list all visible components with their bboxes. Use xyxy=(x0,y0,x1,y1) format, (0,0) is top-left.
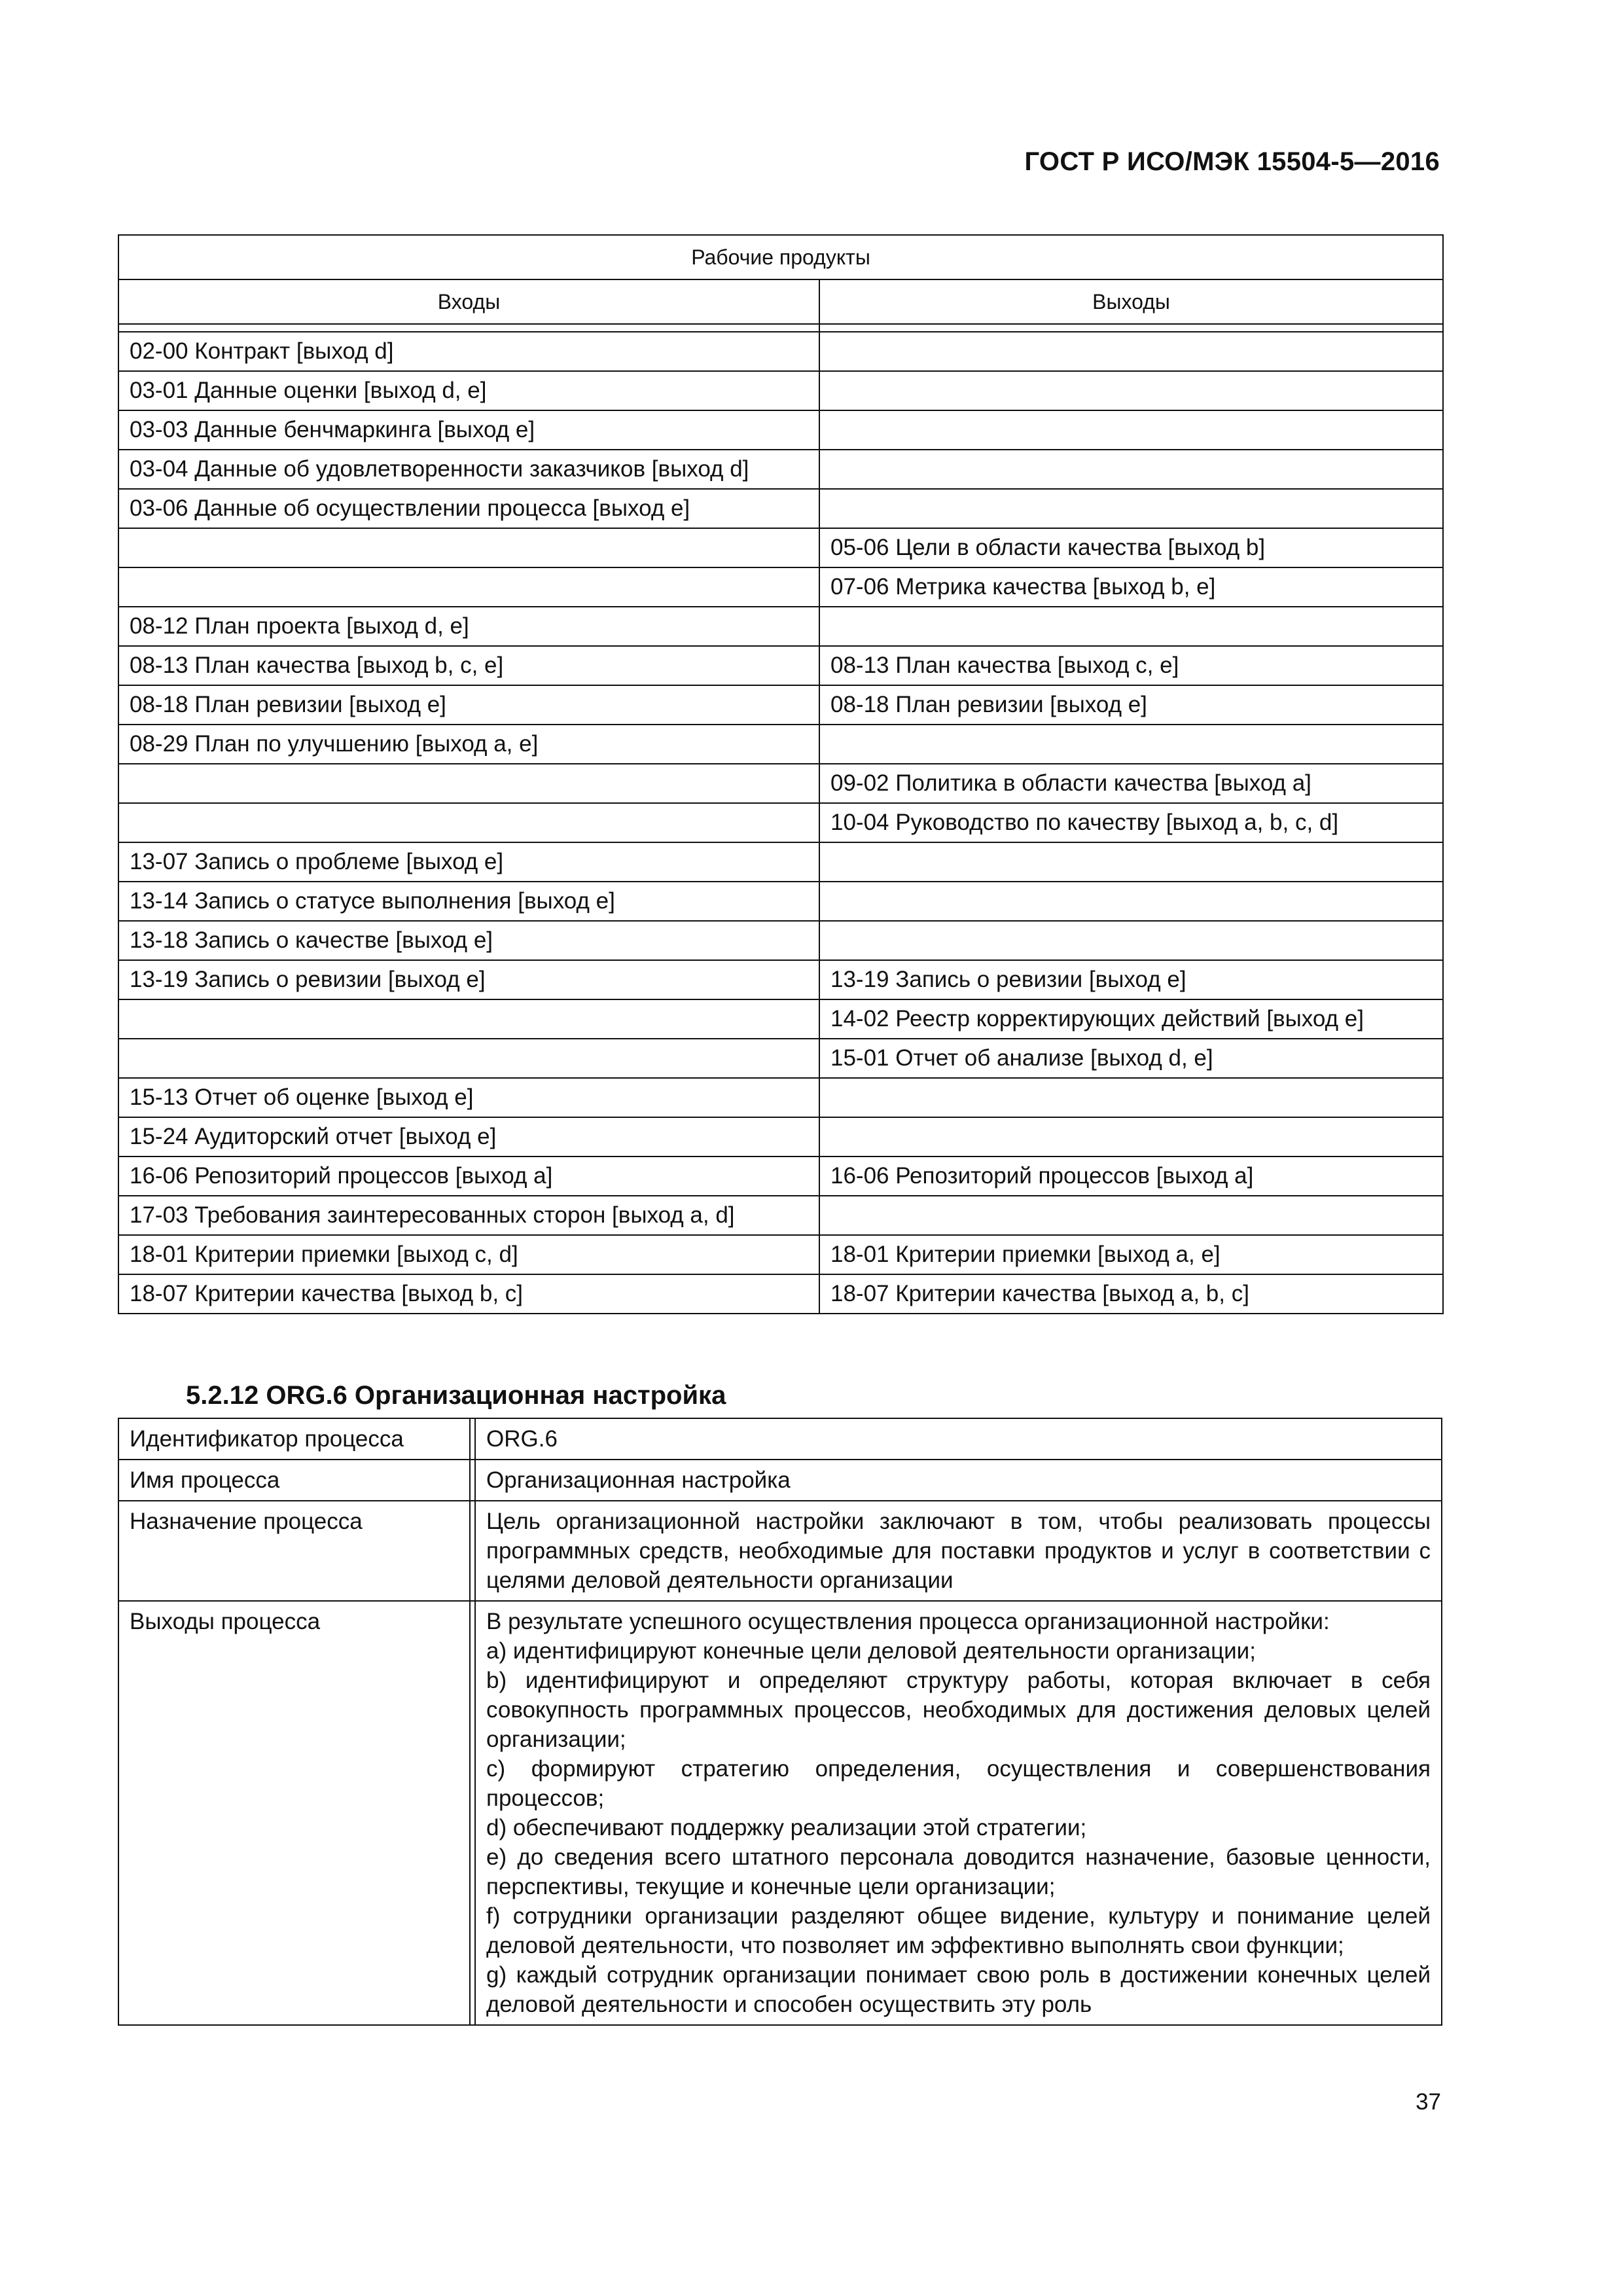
input-cell: 13-14 Запись о статусе выполнения [выход e] xyxy=(118,882,819,921)
table-row xyxy=(118,371,1443,410)
output-cell: 18-07 Критерии качества [выход a, b, c] xyxy=(819,1274,1443,1314)
input-cell xyxy=(118,567,819,607)
column-gap xyxy=(470,1601,475,2025)
input-cell: 15-13 Отчет об оценке [выход e] xyxy=(118,1078,819,1117)
outcome-item: f) сотрудники организации разделяют общее видение, культуру и понимание целей деловой деятельности, что позволяет им эффективно выполнять свои функции; xyxy=(486,1903,1431,1958)
process-purpose-row xyxy=(118,1501,1442,1601)
table-row xyxy=(118,1078,1443,1117)
header-spacer-left xyxy=(118,324,819,332)
outcomes-intro: В результате успешного осуществления процесса организационной настройки: xyxy=(486,1609,1330,1634)
table-row xyxy=(118,567,1443,607)
section-title: 5.2.12 ORG.6 Организационная настройка xyxy=(186,1381,726,1410)
work-products-caption: Рабочие продукты xyxy=(118,235,1443,279)
process-purpose-label: Назначение процесса xyxy=(118,1501,470,1601)
output-cell xyxy=(819,725,1443,764)
output-cell: 13-19 Запись о ревизии [выход e] xyxy=(819,960,1443,999)
table-row xyxy=(118,646,1443,685)
input-cell: 08-29 План по улучшению [выход a, e] xyxy=(118,725,819,764)
process-outcomes-row xyxy=(118,1601,1442,2025)
column-gap xyxy=(470,1418,475,1460)
output-cell: 16-06 Репозиторий процессов [выход a] xyxy=(819,1157,1443,1196)
input-cell: 02-00 Контракт [выход d] xyxy=(118,332,819,371)
output-cell xyxy=(819,882,1443,921)
work-products-table xyxy=(118,234,1444,1314)
output-cell: 09-02 Политика в области качества [выход a] xyxy=(819,764,1443,803)
outcome-item: b) идентифицируют и определяют структуру работы, которая включает в себя совокупность программных процессов, необходимых для достижения деловых целей организации; xyxy=(486,1668,1431,1752)
input-cell: 18-07 Критерии качества [выход b, c] xyxy=(118,1274,819,1314)
outcome-item: e) до сведения всего штатного персонала доводится назначение, базовые ценности, перспективы, текущие и конечные цели организации; xyxy=(486,1844,1431,1899)
table-row xyxy=(118,332,1443,371)
outcome-item: c) формируют стратегию определения, осуществления и совершенствования процессов; xyxy=(486,1756,1431,1811)
work-products-body xyxy=(118,332,1443,1314)
output-cell: 08-13 План качества [выход c, e] xyxy=(819,646,1443,685)
output-cell xyxy=(819,450,1443,489)
table-row xyxy=(118,1235,1443,1274)
table-row xyxy=(118,1117,1443,1157)
input-cell xyxy=(118,528,819,567)
input-cell: 15-24 Аудиторский отчет [выход e] xyxy=(118,1117,819,1157)
table-row xyxy=(118,842,1443,882)
output-cell xyxy=(819,607,1443,646)
output-cell xyxy=(819,1196,1443,1235)
process-name-label: Имя процесса xyxy=(118,1460,470,1501)
output-cell xyxy=(819,921,1443,960)
column-gap xyxy=(470,1501,475,1601)
output-cell xyxy=(819,1117,1443,1157)
process-table xyxy=(118,1418,1442,2026)
output-cell: 08-18 План ревизии [выход e] xyxy=(819,685,1443,725)
inputs-column-header: Входы xyxy=(118,279,819,324)
table-row xyxy=(118,607,1443,646)
table-row xyxy=(118,803,1443,842)
table-row xyxy=(118,450,1443,489)
output-cell: 05-06 Цели в области качества [выход b] xyxy=(819,528,1443,567)
table-row xyxy=(118,960,1443,999)
input-cell: 03-04 Данные об удовлетворенности заказчиков [выход d] xyxy=(118,450,819,489)
input-cell xyxy=(118,999,819,1039)
output-cell: 15-01 Отчет об анализе [выход d, e] xyxy=(819,1039,1443,1078)
input-cell: 03-01 Данные оценки [выход d, e] xyxy=(118,371,819,410)
table-row xyxy=(118,725,1443,764)
output-cell xyxy=(819,842,1443,882)
output-cell xyxy=(819,410,1443,450)
output-cell: 18-01 Критерии приемки [выход a, e] xyxy=(819,1235,1443,1274)
table-row xyxy=(118,1196,1443,1235)
table-row xyxy=(118,489,1443,528)
input-cell: 03-06 Данные об осуществлении процесса [выход e] xyxy=(118,489,819,528)
table-row xyxy=(118,1274,1443,1314)
outputs-column-header: Выходы xyxy=(819,279,1443,324)
input-cell xyxy=(118,803,819,842)
process-name-value: Организационная настройка xyxy=(475,1460,1442,1501)
input-cell xyxy=(118,764,819,803)
document-code-header: ГОСТ Р ИСО/МЭК 15504-5—2016 xyxy=(1024,147,1440,176)
outcome-item: a) идентифицируют конечные цели деловой деятельности организации; xyxy=(486,1638,1256,1664)
input-cell: 08-12 План проекта [выход d, e] xyxy=(118,607,819,646)
table-row xyxy=(118,410,1443,450)
table-row xyxy=(118,528,1443,567)
process-id-label: Идентификатор процесса xyxy=(118,1418,470,1460)
input-cell: 13-19 Запись о ревизии [выход e] xyxy=(118,960,819,999)
process-id-row xyxy=(118,1418,1442,1460)
table-row xyxy=(118,882,1443,921)
column-gap xyxy=(470,1460,475,1501)
table-row xyxy=(118,685,1443,725)
process-outcomes-label: Выходы процесса xyxy=(118,1601,470,2025)
input-cell: 08-18 План ревизии [выход e] xyxy=(118,685,819,725)
input-cell: 17-03 Требования заинтересованных сторон [выход a, d] xyxy=(118,1196,819,1235)
outcome-item: g) каждый сотрудник организации понимает свою роль в достижении конечных целей деловой деятельности и способен осуществить эту роль xyxy=(486,1962,1431,2017)
output-cell xyxy=(819,489,1443,528)
page-number: 37 xyxy=(1416,2089,1441,2115)
output-cell xyxy=(819,332,1443,371)
input-cell: 18-01 Критерии приемки [выход c, d] xyxy=(118,1235,819,1274)
input-cell: 13-18 Запись о качестве [выход e] xyxy=(118,921,819,960)
input-cell: 08-13 План качества [выход b, c, e] xyxy=(118,646,819,685)
table-row xyxy=(118,764,1443,803)
table-row xyxy=(118,999,1443,1039)
output-cell: 14-02 Реестр корректирующих действий [выход e] xyxy=(819,999,1443,1039)
output-cell: 10-04 Руководство по качеству [выход a, b, c, d] xyxy=(819,803,1443,842)
output-cell xyxy=(819,371,1443,410)
outcome-item: d) обеспечивают поддержку реализации этой стратегии; xyxy=(486,1815,1087,1840)
process-purpose-value: Цель организационной настройки заключают в том, чтобы реализовать процессы программных средств, необходимые для поставки продуктов и услуг в соответствии с целями деловой деятельности организации xyxy=(475,1501,1442,1601)
table-row xyxy=(118,1039,1443,1078)
header-spacer-right xyxy=(819,324,1443,332)
input-cell: 13-07 Запись о проблеме [выход e] xyxy=(118,842,819,882)
input-cell xyxy=(118,1039,819,1078)
output-cell: 07-06 Метрика качества [выход b, e] xyxy=(819,567,1443,607)
input-cell: 16-06 Репозиторий процессов [выход a] xyxy=(118,1157,819,1196)
table-row xyxy=(118,1157,1443,1196)
process-name-row xyxy=(118,1460,1442,1501)
input-cell: 03-03 Данные бенчмаркинга [выход e] xyxy=(118,410,819,450)
output-cell xyxy=(819,1078,1443,1117)
process-id-value: ORG.6 xyxy=(475,1418,1442,1460)
process-outcomes-value xyxy=(475,1601,1442,2025)
table-row xyxy=(118,921,1443,960)
